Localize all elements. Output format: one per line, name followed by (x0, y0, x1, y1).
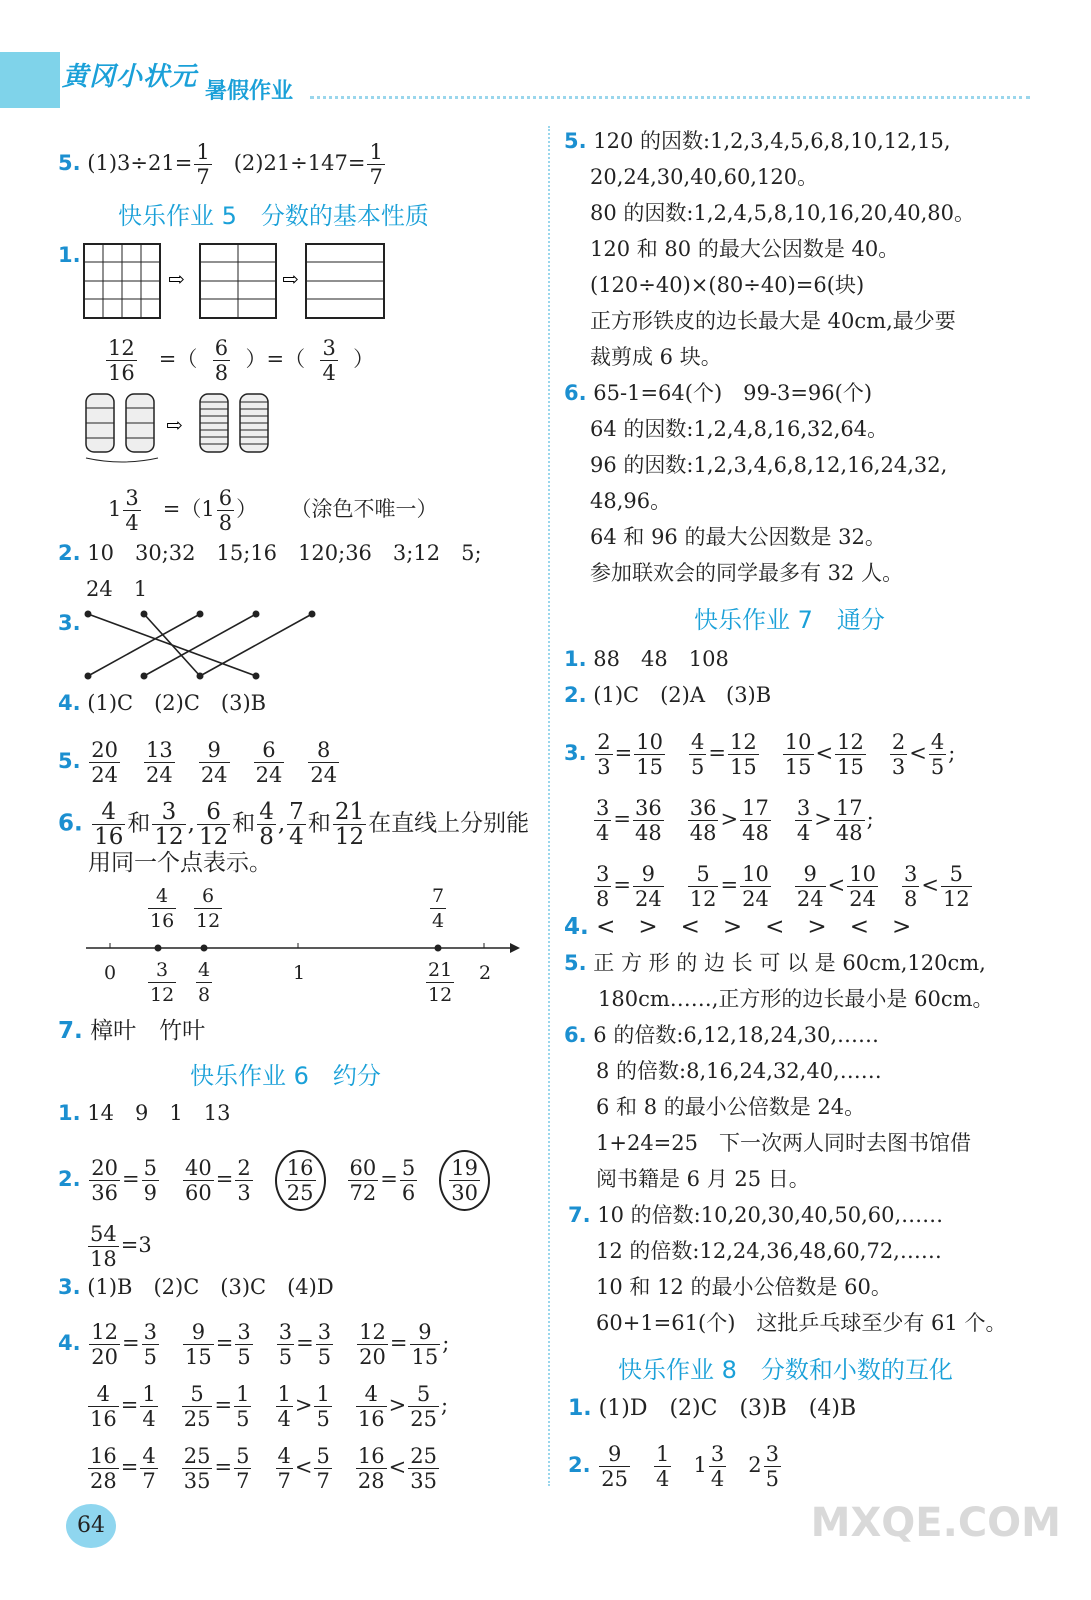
header-subtitle: 暑假作业 (205, 79, 294, 104)
s6-answer-3: 3. (1)B (2)C (3)C (4)D (58, 1275, 334, 1299)
nl-one: 1 (293, 962, 306, 984)
s7-answer-6-l3: 6 和 8 的最小公倍数是 24。 (596, 1095, 866, 1119)
s7-answer-4: 4. < > < > < > < > (564, 914, 912, 940)
answer-1-num: 1. (58, 243, 81, 267)
s7-answer-5-l2: 180cm……,正方形的边长最小是 60cm。 (598, 987, 994, 1011)
svg-text:⇨: ⇨ (282, 267, 299, 291)
nl-top-2: $\frac{6}{12}$ (196, 885, 221, 932)
s7-answer-7-l1: 7. 10 的倍数:10,20,30,40,50,60,…… (568, 1203, 944, 1227)
header-dotted-rule (310, 96, 1030, 99)
r-answer-5-l2: 20,24,30,40,60,120。 (590, 165, 819, 189)
s7-answer-6-l2: 8 的倍数:8,16,24,32,40,…… (596, 1059, 882, 1083)
matching-lines-diagram (82, 606, 322, 686)
r-answer-6-l5: 64 和 96 的最大公因数是 32。 (590, 525, 886, 549)
nl-bot-1: $\frac{3}{12}$ (150, 959, 175, 1006)
s6-answer-2-cont: $\frac{54}{18}$ =3 (90, 1222, 152, 1271)
s6-answer-4-row3: $\frac{16}{28}$ = $\frac{4}{7}$ $\frac{25}{35}$ = $\frac{5}{7}$ $\frac{4}{7}$ < $\frac{5}{7}$ $\frac{16}{28}$ < $\frac{25}{35}$ (90, 1444, 437, 1493)
s7-answer-3-row2: $\frac{3}{4}$ = $\frac{36}{48}$ $\frac{36}{48}$ > $\frac{17}{48}$ $\frac{3}{4}$ > $\frac{17}{48}$ ; (596, 796, 874, 845)
r-answer-5-l4: 120 和 80 的最大公因数是 40。 (590, 237, 900, 261)
s7-answer-6-l1: 6. 6 的倍数:6,12,18,24,30,…… (564, 1023, 880, 1047)
r-answer-5-l5: (120÷40)×(80÷40)=6(块) (590, 273, 865, 297)
answer-5: 5. $\frac{20}{24}$ $\frac{13}{24}$ $\frac{9}{24}$ $\frac{6}{24}$ $\frac{8}{24}$ (58, 738, 338, 787)
s7-answer-3-row1: 3. $\frac{2}{3}$ = $\frac{10}{15}$ $\frac{4}{5}$ = $\frac{12}{15}$ $\frac{10}{15}$ < $\frac{12}{15}$ $\frac{2}{3}$ < $\frac{4}{5}$ ; (564, 730, 956, 779)
circled-fraction: $\frac{16}{25}$ (275, 1150, 326, 1211)
fraction-grid-diagram (82, 242, 392, 322)
r-answer-6-l6: 参加联欢会的同学最多有 32 人。 (590, 561, 904, 585)
s7-answer-6-l5: 阅书籍是 6 月 25 日。 (596, 1167, 810, 1191)
mixed-fraction-row: 1 $\frac{3}{4}$ =（1 $\frac{6}{8}$ ） （涂色不唯一） (108, 486, 438, 535)
s7-answer-7-l4: 60+1=61(个) 这批乒乓球至少有 61 个。 (596, 1311, 1007, 1335)
s6-answer-4-row1: 4. $\frac{12}{20}$ = $\frac{3}{5}$ $\frac{9}{15}$ = $\frac{3}{5}$ $\frac{3}{5}$ = $\frac{3}{5}$ $\frac{12}{20}$ = $\frac{9}{15}$ ; (58, 1320, 450, 1369)
nl-zero: 0 (104, 962, 117, 984)
answer-4: 4. (1)C (2)C (3)B (58, 691, 267, 715)
s7-answer-1: 1. 88 48 108 (564, 647, 729, 671)
answer-6-cont: 用同一个点表示。 (88, 850, 272, 876)
r-answer-5-l3: 80 的因数:1,2,4,5,8,10,16,20,40,80。 (590, 201, 975, 225)
s6-answer-1: 1. 14 9 1 13 (58, 1101, 231, 1125)
r-answer-6-l1: 6. 65-1=64(个) 99-3=96(个) (564, 381, 873, 405)
s7-answer-6-l4: 1+24=25 下一次两人同时去图书馆借 (596, 1131, 971, 1155)
nl-bot-2: $\frac{4}{8}$ (198, 959, 211, 1006)
watermark: MXQE.COM (810, 1500, 1061, 1546)
section-title-5: 快乐作业 5 分数的基本性质 (118, 202, 429, 230)
s7-answer-3-row3: $\frac{3}{8}$ = $\frac{9}{24}$ $\frac{5}{12}$ = $\frac{10}{24}$ $\frac{9}{24}$ < $\frac{10}{24}$ $\frac{3}{8}$ < $\frac{5}{12}$ (596, 862, 970, 911)
column-divider (548, 126, 550, 1486)
r-answer-6-l2: 64 的因数:1,2,4,8,16,32,64。 (590, 417, 889, 441)
section-title-6: 快乐作业 6 约分 (190, 1062, 381, 1090)
answer-2-cont: 24 1 (86, 577, 148, 601)
svg-text:⇨: ⇨ (168, 267, 185, 291)
s8-answer-1: 1. (1)D (2)C (3)B (4)B (568, 1396, 857, 1421)
r-answer-6-l3: 96 的因数:1,2,3,4,6,8,12,16,24,32, (590, 453, 948, 477)
circled-fraction: $\frac{19}{30}$ (439, 1150, 490, 1211)
answer-3-num: 3. (58, 611, 81, 635)
s7-answer-2: 2. (1)C (2)A (3)B (564, 683, 772, 707)
r-answer-6-l4: 48,96。 (590, 489, 672, 513)
svg-text:⇨: ⇨ (166, 413, 183, 437)
nl-top-3: $\frac{7}{4}$ (432, 885, 445, 932)
section-title-7: 快乐作业 7 通分 (694, 606, 885, 634)
header-accent-bar (0, 52, 60, 108)
r-answer-5-l6: 正方形铁皮的边长最大是 40cm,最少要 (590, 309, 956, 333)
s7-answer-5-l1: 5. 正 方 形 的 边 长 可 以 是 60cm,120cm, (564, 951, 986, 975)
s6-answer-4-row2: $\frac{4}{16}$ = $\frac{1}{4}$ $\frac{5}{25}$ = $\frac{1}{5}$ $\frac{1}{4}$ > $\frac{1}{5}$ $\frac{4}{16}$ > $\frac{5}{25}$ ; (90, 1382, 449, 1431)
r-answer-5-l7: 裁剪成 6 块。 (590, 345, 722, 369)
nl-two: 2 (479, 962, 492, 984)
s7-answer-7-l3: 10 和 12 的最小公倍数是 60。 (596, 1275, 892, 1299)
answer-7: 7. 樟叶 竹叶 (58, 1018, 206, 1044)
nl-top-1: $\frac{4}{16}$ (150, 885, 175, 932)
answer-2: 2. 10 30;32 15;16 120;36 3;12 5; (58, 541, 482, 565)
equivalent-fraction-row: $\frac{12}{16}$ =（ $\frac{6}{8}$ ）=（ $\frac{3}{4}$ ） (108, 336, 375, 385)
r-answer-5-l1: 5. 120 的因数:1,2,3,4,5,6,8,10,12,15, (564, 129, 951, 153)
answer-5-top: 5. (1)3÷21= $\frac{1}{7}$ (2)21÷147= $\frac{1}{7}$ (58, 140, 383, 189)
nl-bot-3: $\frac{21}{12}$ (428, 959, 453, 1006)
page-number: 64 (66, 1504, 116, 1548)
brand-logo: 黄冈小状元 (62, 62, 198, 92)
s7-answer-7-l2: 12 的倍数:12,24,36,48,60,72,…… (596, 1239, 942, 1263)
s8-answer-2: 2. $\frac{9}{25}$ $\frac{1}{4}$ 1 $\frac{3}{4}$ 2 $\frac{3}{5}$ (568, 1442, 779, 1491)
answer-6: 6. $\frac{4}{16}$ 和 $\frac{3}{12}$ , $\frac{6}{12}$ 和 $\frac{4}{8}$ , $\frac{7}{4}$ 和 $\frac{21}{12}$ 在直线上分别能 (58, 799, 530, 850)
section-title-8: 快乐作业 8 分数和小数的互化 (618, 1356, 953, 1384)
disc-stack-diagram (82, 388, 282, 468)
s6-answer-2: 2. $\frac{20}{36}$ = $\frac{5}{9}$ $\frac{40}{60}$ = $\frac{2}{3}$ $\frac{16}{25}$ $\frac{60}{72}$ = $\frac{5}{6}$ $\frac{19}{30}$ (58, 1150, 490, 1211)
